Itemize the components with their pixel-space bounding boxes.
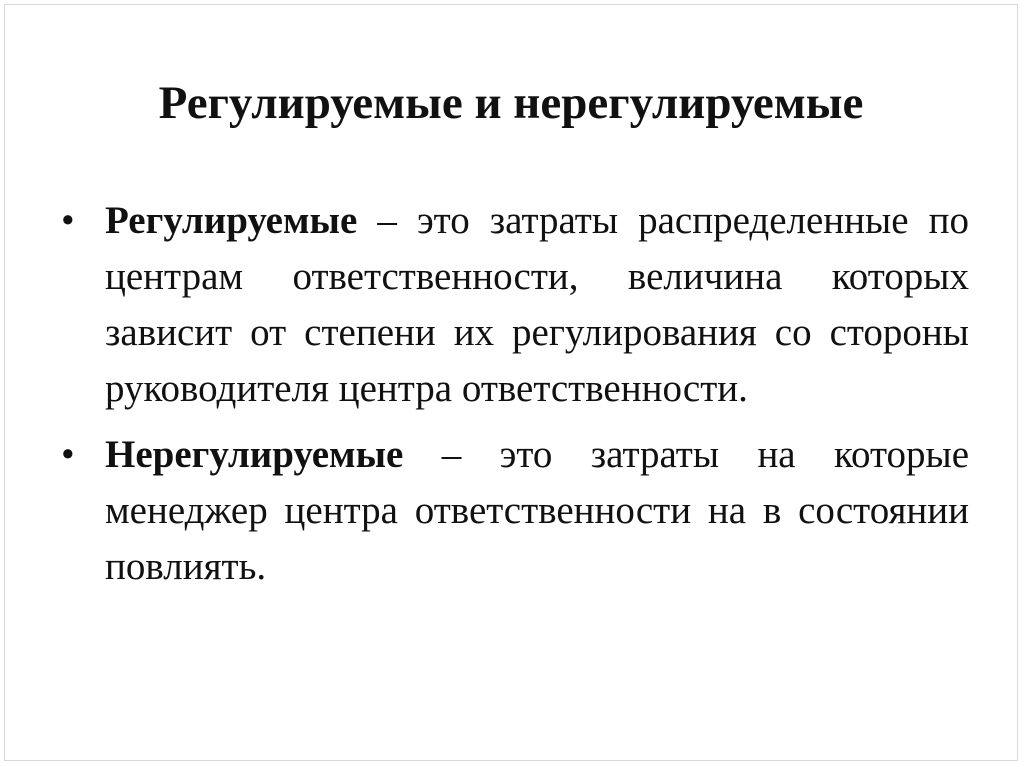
definition-regulated: – это затраты распределенные по центрам ответственности, величина которых зависит от степени их регулирования со стороны руководителя центра ответственности. — [105, 199, 969, 410]
bullet-list — [57, 193, 969, 605]
definition-unregulated: – это затраты на которые менеджер центра ответственности на в состоянии повлиять. — [105, 433, 969, 588]
term-unregulated: Нерегулируемые — [105, 433, 404, 476]
bullet-item-unregulated — [57, 427, 969, 595]
term-regulated: Регулируемые — [105, 199, 358, 242]
slide — [4, 4, 1018, 761]
bullet-marker: • — [61, 433, 75, 476]
bullet-item-regulated — [57, 193, 969, 417]
bullet-marker: • — [61, 199, 75, 242]
slide-title: Регулируемые и нерегулируемые — [158, 77, 864, 129]
